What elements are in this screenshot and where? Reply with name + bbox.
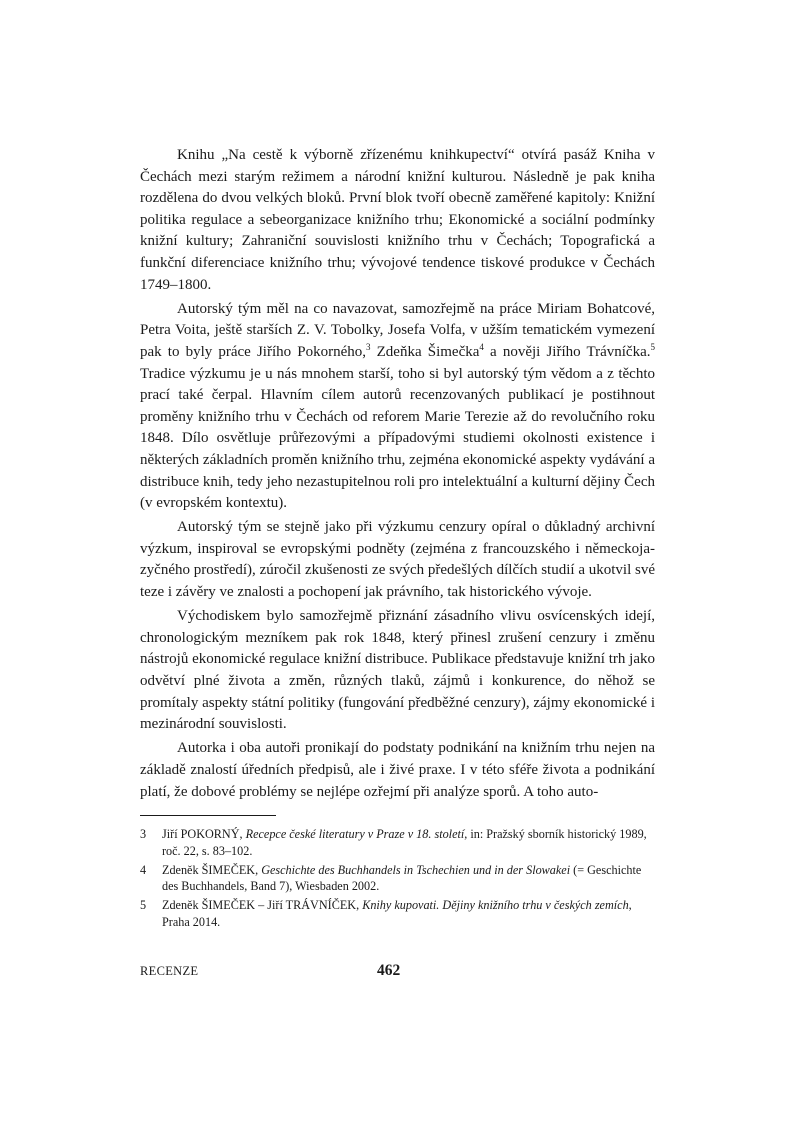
body-text [140, 145, 655, 806]
footnote-details: , in: Pražský sborník historický 1989, roč. 22, s. 83–102. [162, 827, 647, 858]
paragraph-2-text-2: Zdeňka Šimečka [370, 343, 480, 360]
paragraph-3: Autorský tým se stejně jako při výzkumu cenzury opíral o důkladný archivní výzkum, inspiroval se evropskými podněty (zejména z francouzského i německojazyčného prostředí), zúročil zkušenosti ze svých předešlých dílčích studií a ukotvil své teze i závěry ve znalosti a pochopení jak právního, tak historického vývoje. [140, 519, 655, 601]
footnote-number: 4 [140, 862, 147, 877]
footnote-text [162, 826, 655, 860]
footnote-author: Zdeněk ŠIMEČEK – Jiří TRÁVNÍČEK, [162, 898, 363, 913]
footnote-ref-4[interactable]: 4 [479, 341, 484, 352]
paragraph-5: Autorka i oba autoři pronikají do podstaty podnikání na knižním trhu nejen na základě znalostí úředních předpisů, ale i živé praxe. I v této sféře života a podnikání platí, že dobové problémy se nejlépe ozřejmí při analýze sporů. A toho auto- [140, 740, 655, 800]
paragraph-2-text-4: Tradice výzkumu je u nás mnohem starší, toho si byl autorský tým vědom a z těchto prací také čerpal. Hlavním cílem autorů recenzovaných publikací je postihnout proměny knižního trhu v Čechách od reforem Marie Terezie až do revolučního roku 1848. Dílo osvětluje průřezovými a případovými studiemi okolnosti existence i některých základních proměn knižního trhu, zejména ekonomické aspekty vydávání a distribuce knih, tedy jeho nezastupitelnou roli pro intelektuální a kulturní dějiny Čech (v evropském kontextu). [140, 365, 655, 512]
paragraph-4: Východiskem bylo samozřejmě přiznání zásadního vlivu osvícenských idejí, chronologickým mezníkem pak rok 1848, který přinesl zrušení cenzury i změnu nástrojů ekonomické regulace knižní distribuce. Publikace představuje knižní trh jako odvětví plné života a změn, různých tlaků, zájmů i konkurence, do něhož se promítaly aspekty státní politiky (fungování předběžné cenzury), zájmy ekonomické i mezinárodní souvislosti. [140, 608, 655, 733]
footnote-details: , Praha 2014. [162, 898, 632, 929]
running-footer-title: RECENZE [140, 964, 199, 978]
footnote-title: Recepce české literatury v Praze v 18. století [245, 827, 465, 841]
footnote-separator [140, 815, 276, 816]
footnote-text [162, 897, 655, 931]
paragraph-2-text-1: Autorský tým měl na co navazovat, samozřejmě na práce Miriam Bohatcové, Petra Voita, ještě starších Z. V. Tobolky, Josefa Volfa, v užším tematickém vymezení pak to byly práce Jiřího Pokorného, [140, 300, 655, 360]
footnote-3 [140, 826, 655, 860]
footnote-author: Zdeněk ŠIMEČEK, [162, 862, 262, 877]
paragraph-2-text-3: a nověji Jiřího Trávníčka. [483, 343, 651, 360]
footnote-4 [140, 862, 655, 896]
footnote-text [162, 862, 655, 896]
footnote-number: 5 [140, 898, 147, 913]
paragraph-2 [140, 299, 655, 515]
paragraph-1: Knihu „Na cestě k výborně zřízenému knihkupectví“ otvírá pasáž Kniha v Čechách mezi starým režimem a národní knižní kulturou. Následně je pak kniha rozdělena do dvou velkých bloků. První blok tvoří obecně zaměřené kapitoly: Knižní politika regulace a sebeorganizace knižního trhu; Ekonomické a sociální podmínky knižní kultury; Zahraniční souvislosti knižního trhu v Čechách; Topografická a funkční diferenciace knižního trhu; vývojové tendence tiskové produkce v Čechách 1749–1800. [140, 147, 655, 293]
document-page [140, 0, 655, 1123]
page-number: 462 [377, 962, 401, 979]
footnote-ref-5[interactable]: 5 [650, 341, 655, 352]
footnote-number: 3 [140, 827, 147, 841]
footnote-details: (= Geschichte des Buchhandels, Band 7), Wiesbaden 2002. [162, 862, 642, 894]
footnote-ref-3[interactable]: 3 [366, 341, 371, 352]
footnote-title: Geschichte des Buchhandels in Tschechien und in der Slowakei [261, 862, 571, 877]
footnotes [140, 826, 655, 933]
footnote-title: Knihy kupovati. Dějiny knižního trhu v českých zemích [362, 898, 629, 913]
footnote-author: Jiří POKORNÝ, [162, 827, 246, 841]
footnote-5 [140, 897, 655, 931]
